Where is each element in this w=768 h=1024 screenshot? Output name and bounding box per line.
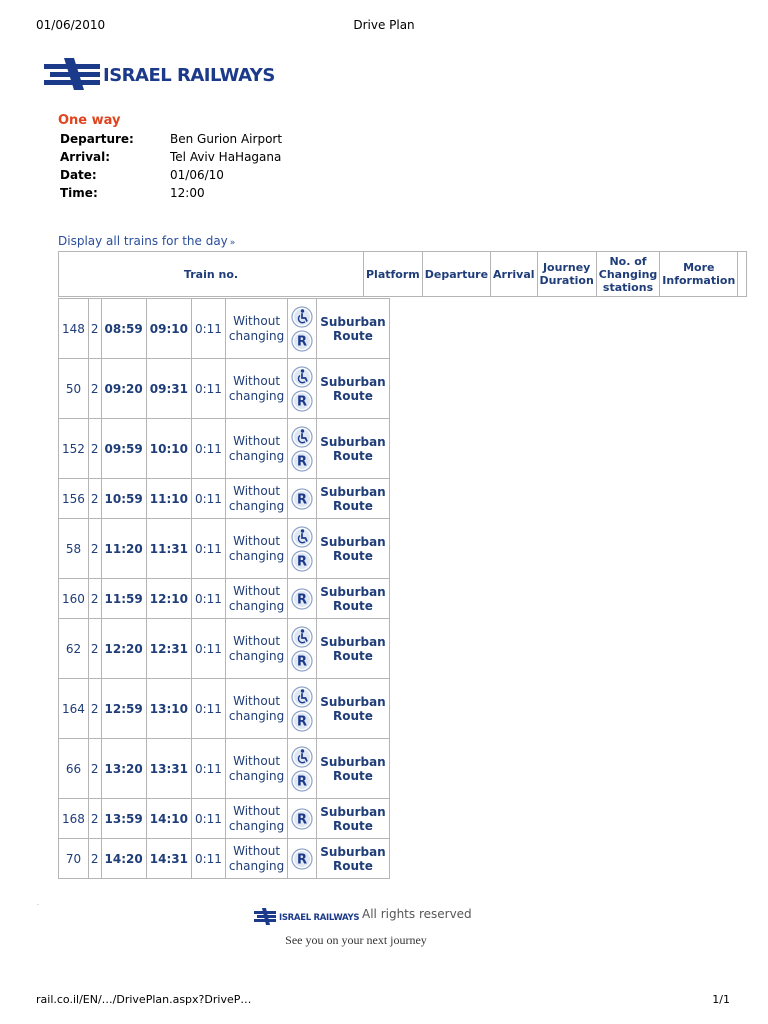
platform-number: 2 [88,579,101,619]
train-number: 152 [59,419,89,479]
trip-type: One way [58,113,121,128]
train-number: 148 [59,299,89,359]
changing-line-1: Without [233,633,281,648]
arrival-time: 13:31 [146,739,191,799]
route-line-2: Route [333,598,373,613]
train-number: 58 [59,519,89,579]
table-row[interactable] [59,519,390,579]
results-header [58,251,747,297]
train-number: 50 [59,359,89,419]
platform-number: 2 [88,359,101,419]
service-icons [288,799,317,839]
changing-line-2: changing [228,648,285,663]
route-link[interactable] [317,299,389,359]
changing-line-1: Without [233,803,281,818]
train-number: 70 [59,839,89,879]
journey-duration: 0:11 [191,359,225,419]
table-row[interactable] [59,739,390,799]
journey-duration: 0:11 [191,619,225,679]
departure-time: 11:59 [101,579,146,619]
header-platform[interactable]: Platform [364,252,423,297]
departure-time: 12:20 [101,619,146,679]
departure-time: 09:59 [101,419,146,479]
changing-line-1: Without [233,433,281,448]
platform-number: 2 [88,739,101,799]
svg-text:R: R [297,454,308,469]
tagline: See you on your next journey [285,933,427,947]
changing-line-1: Without [233,693,281,708]
service-icons [288,359,317,419]
route-line-2: Route [333,648,373,663]
route-line-1: Suburban [320,434,386,449]
trip-info-label: Departure: [60,132,134,146]
r-circle-icon[interactable] [291,330,313,352]
route-line-1: Suburban [320,374,386,389]
svg-text:R: R [297,334,308,349]
arrival-time: 11:10 [146,479,191,519]
train-number: 62 [59,619,89,679]
r-circle-icon[interactable] [291,488,313,510]
table-row[interactable] [59,479,390,519]
changing-stations [225,519,287,579]
changing-line-2: changing [228,498,285,513]
journey-duration: 0:11 [191,839,225,879]
service-icons [288,519,317,579]
journey-duration: 0:11 [191,739,225,799]
table-row[interactable] [59,839,390,879]
wheelchair-icon[interactable] [291,686,313,708]
header-changing-stations[interactable]: No. of Changing stations [596,252,660,297]
arrival-time: 14:31 [146,839,191,879]
journey-duration: 0:11 [191,519,225,579]
svg-text:R: R [297,394,308,409]
header-more-information[interactable]: More Information [660,252,738,297]
results-grid [58,251,747,873]
svg-text:R: R [297,812,308,827]
changing-line-1: Without [233,313,281,328]
svg-text:R: R [297,492,308,507]
changing-line-2: changing [228,328,285,343]
trip-info-value: 01/06/10 [170,168,224,182]
journey-duration: 0:11 [191,799,225,839]
svg-text:ISRAEL RAILWAYS: ISRAEL RAILWAYS [103,65,275,86]
route-link[interactable] [317,619,389,679]
service-icons [288,299,317,359]
header-spacer [738,252,747,297]
route-line-2: Route [333,388,373,403]
departure-time: 13:59 [101,799,146,839]
arrival-time: 12:31 [146,619,191,679]
route-line-1: Suburban [320,804,386,819]
route-link[interactable] [317,359,389,419]
departure-time: 08:59 [101,299,146,359]
platform-number: 2 [88,679,101,739]
svg-text:R: R [297,714,308,729]
changing-stations [225,419,287,479]
arrival-time: 09:10 [146,299,191,359]
changing-line-1: Without [233,843,281,858]
table-row[interactable] [59,299,390,359]
wheelchair-icon[interactable] [291,306,313,328]
route-line-1: Suburban [320,634,386,649]
wheelchair-icon[interactable] [291,366,313,388]
platform-number: 2 [88,799,101,839]
changing-stations [225,579,287,619]
arrival-time: 09:31 [146,359,191,419]
svg-text:ISRAEL RAILWAYS: ISRAEL RAILWAYS [279,913,360,923]
changing-line-2: changing [228,708,285,723]
header-arrival[interactable]: Arrival [491,252,538,297]
changing-stations [225,619,287,679]
changing-line-2: changing [228,388,285,403]
trip-info-value: Ben Gurion Airport [170,132,283,146]
trip-info-value: 12:00 [170,186,205,200]
wheelchair-icon[interactable] [291,746,313,768]
train-number: 164 [59,679,89,739]
route-line-2: Route [333,448,373,463]
header-departure[interactable]: Departure [422,252,490,297]
service-icons [288,679,317,739]
table-row[interactable] [59,619,390,679]
route-link[interactable] [317,839,389,879]
train-number: 168 [59,799,89,839]
svg-text:R: R [297,774,308,789]
print-title: Drive Plan [353,18,415,32]
platform-number: 2 [88,519,101,579]
journey-duration: 0:11 [191,679,225,739]
route-line-2: Route [333,498,373,513]
departure-time: 13:20 [101,739,146,799]
changing-line-2: changing [228,548,285,563]
journey-duration: 0:11 [191,299,225,359]
changing-stations [225,679,287,739]
route-link[interactable] [317,679,389,739]
route-line-1: Suburban [320,694,386,709]
route-line-2: Route [333,328,373,343]
wheelchair-icon[interactable] [291,426,313,448]
changing-line-2: changing [228,858,285,873]
display-all-trains-link[interactable] [58,234,235,248]
table-row[interactable] [59,679,390,739]
platform-number: 2 [88,419,101,479]
wheelchair-icon[interactable] [291,626,313,648]
changing-line-2: changing [228,448,285,463]
train-number: 160 [59,579,89,619]
train-number: 156 [59,479,89,519]
changing-line-1: Without [233,583,281,598]
trip-info-label: Time: [60,186,98,200]
service-icons [288,619,317,679]
changing-line-2: changing [228,598,285,613]
departure-time: 11:20 [101,519,146,579]
departure-time: 10:59 [101,479,146,519]
print-page-number: 1/1 [712,993,730,1006]
r-circle-icon[interactable] [291,450,313,472]
svg-text:R: R [297,592,308,607]
table-row[interactable] [59,579,390,619]
r-circle-icon[interactable] [291,770,313,792]
route-link[interactable] [317,479,389,519]
r-circle-icon[interactable] [291,848,313,870]
service-icons [288,419,317,479]
route-link[interactable] [317,739,389,799]
svg-text:R: R [297,654,308,669]
route-line-1: Suburban [320,754,386,769]
divider-dot: . [37,900,39,907]
r-circle-icon[interactable] [291,588,313,610]
changing-line-1: Without [233,753,281,768]
route-line-1: Suburban [320,314,386,329]
train-number: 66 [59,739,89,799]
wheelchair-icon[interactable] [291,526,313,548]
service-icons [288,839,317,879]
r-circle-icon[interactable] [291,710,313,732]
header-train-no[interactable]: Train no. [59,252,364,297]
journey-duration: 0:11 [191,419,225,479]
trip-info-label: Arrival: [60,150,111,164]
journey-duration: 0:11 [191,479,225,519]
route-link[interactable] [317,519,389,579]
changing-stations [225,839,287,879]
route-line-2: Route [333,818,373,833]
platform-number: 2 [88,479,101,519]
changing-stations [225,479,287,519]
departure-time: 09:20 [101,359,146,419]
service-icons [288,479,317,519]
svg-text:R: R [297,852,308,867]
r-circle-icon[interactable] [291,650,313,672]
table-row[interactable] [59,799,390,839]
platform-number: 2 [88,839,101,879]
arrival-time: 10:10 [146,419,191,479]
route-line-2: Route [333,548,373,563]
r-circle-icon[interactable] [291,390,313,412]
changing-stations [225,359,287,419]
r-circle-icon[interactable] [291,550,313,572]
print-url: rail.co.il/EN/…/DrivePlan.aspx?DriveP… [36,993,252,1006]
arrival-time: 11:31 [146,519,191,579]
route-line-2: Route [333,858,373,873]
svg-text:R: R [297,554,308,569]
route-link[interactable] [317,419,389,479]
departure-time: 12:59 [101,679,146,739]
arrival-time: 14:10 [146,799,191,839]
arrival-time: 12:10 [146,579,191,619]
header-journey-duration[interactable]: Journey Duration [537,252,596,297]
changing-line-2: changing [228,818,285,833]
table-row[interactable] [59,419,390,479]
departure-time: 14:20 [101,839,146,879]
double-chevron-down-icon: » [229,238,236,248]
route-line-2: Route [333,708,373,723]
r-circle-icon[interactable] [291,808,313,830]
changing-stations [225,299,287,359]
route-line-1: Suburban [320,534,386,549]
changing-stations [225,739,287,799]
changing-stations [225,799,287,839]
changing-line-1: Without [233,533,281,548]
platform-number: 2 [88,619,101,679]
trip-info-value: Tel Aviv HaHagana [170,150,282,164]
arrival-time: 13:10 [146,679,191,739]
route-link[interactable] [317,579,389,619]
journey-duration: 0:11 [191,579,225,619]
route-line-2: Route [333,768,373,783]
changing-line-1: Without [233,373,281,388]
service-icons [288,579,317,619]
changing-line-2: changing [228,768,285,783]
trip-info-label: Date: [60,168,97,182]
route-link[interactable] [317,799,389,839]
rights-text: All rights reserved [362,907,472,921]
israel-railways-logo[interactable] [44,58,304,90]
display-all-trains-label: Display all trains for the day [58,234,228,248]
results-table [58,298,390,879]
table-row[interactable] [59,359,390,419]
platform-number: 2 [88,299,101,359]
footer-logo [254,907,360,925]
print-date: 01/06/2010 [36,18,106,32]
route-line-1: Suburban [320,844,386,859]
route-line-1: Suburban [320,484,386,499]
route-line-1: Suburban [320,584,386,599]
changing-line-1: Without [233,483,281,498]
service-icons [288,739,317,799]
